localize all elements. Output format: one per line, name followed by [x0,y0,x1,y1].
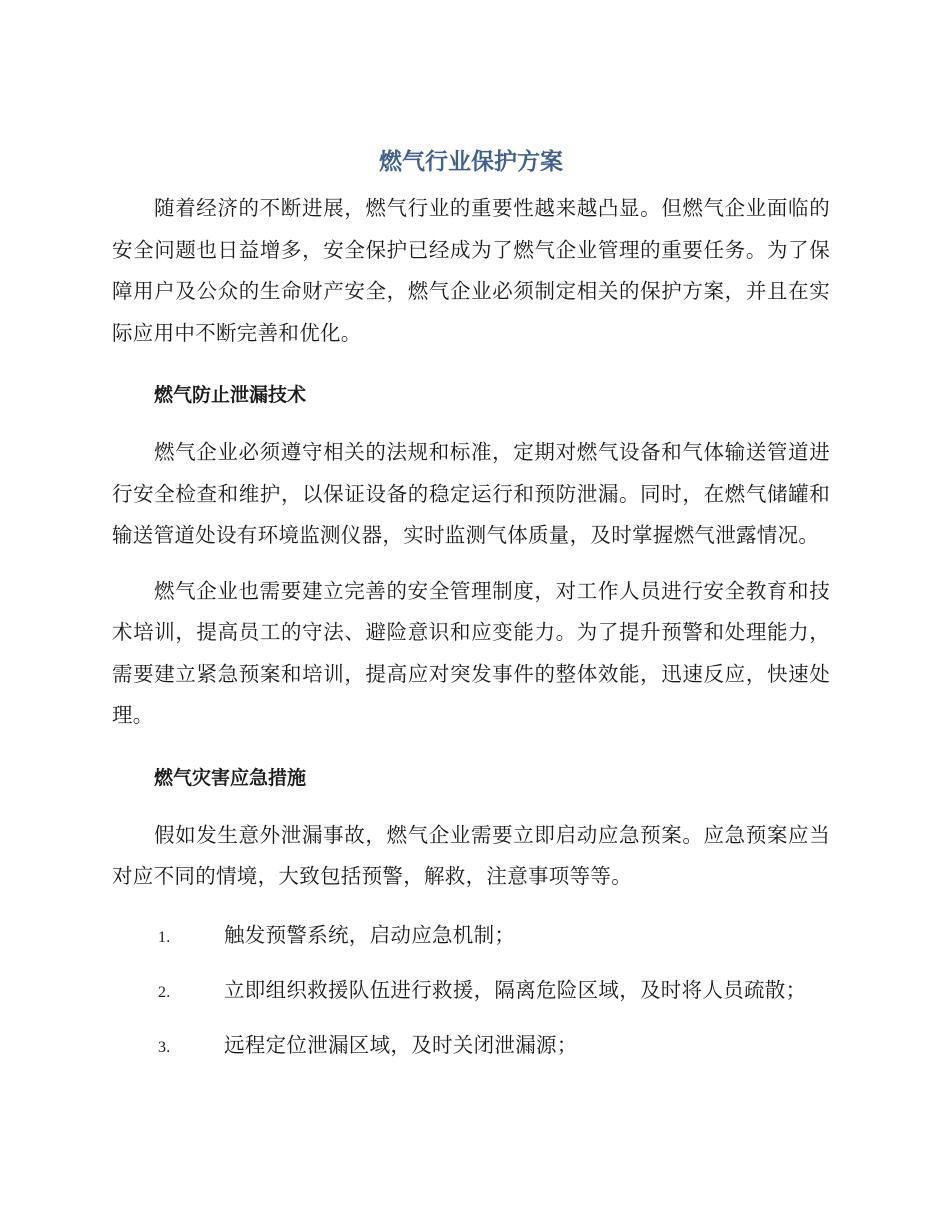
list-item-number: 3. [158,1038,171,1056]
list-item [112,1028,830,1083]
list-item-text: 立即组织救援队伍进行救援，隔离危险区域，及时将人员疏散； [224,977,807,1002]
emergency-steps-list [112,918,830,1083]
intro-paragraph: 随着经济的不断进展，燃气行业的重要性越来越凸显。但燃气企业面临的安全问题也日益增多，安全保护已经成为了燃气企业管理的重要任务。为了保障用户及公众的生命财产安全，燃气企业必须制定相关的保护方案，并且在实际应用中不断完善和优化。 [112,196,830,345]
list-item [112,973,830,1028]
emergency-measures-paragraph: 假如发生意外泄漏事故，燃气企业需要立即启动应急预案。应急预案应当对应不同的情境，大致包括预警，解救，注意事项等等。 [112,822,830,888]
list-item-text: 触发预警系统，启动应急机制； [224,922,516,947]
section-heading-emergency-measures: 燃气灾害应急措施 [154,766,307,789]
list-item-text: 远程定位泄漏区域，及时关闭泄漏源； [224,1032,578,1057]
leak-prevention-paragraph-1: 燃气企业必须遵守相关的法规和标准，定期对燃气设备和气体输送管道进行安全检查和维护，以保证设备的稳定运行和预防泄漏。同时，在燃气储罐和输送管道处设有环境监测仪器，实时监测气体质量，及时掌握燃气泄露情况。 [112,440,830,547]
list-item [112,918,830,973]
list-item-number: 1. [158,928,171,946]
leak-prevention-paragraph-2: 燃气企业也需要建立完善的安全管理制度，对工作人员进行安全教育和技术培训，提高员工的守法、避险意识和应变能力。为了提升预警和处理能力，需要建立紧急预案和培训，提高应对突发事件的整体效能，迅速反应，快速处理。 [112,578,830,727]
list-item-number: 2. [158,983,171,1001]
section-heading-leak-prevention: 燃气防止泄漏技术 [154,384,307,406]
document-title: 燃气行业保护方案 [379,149,563,175]
document-page [112,142,830,1083]
